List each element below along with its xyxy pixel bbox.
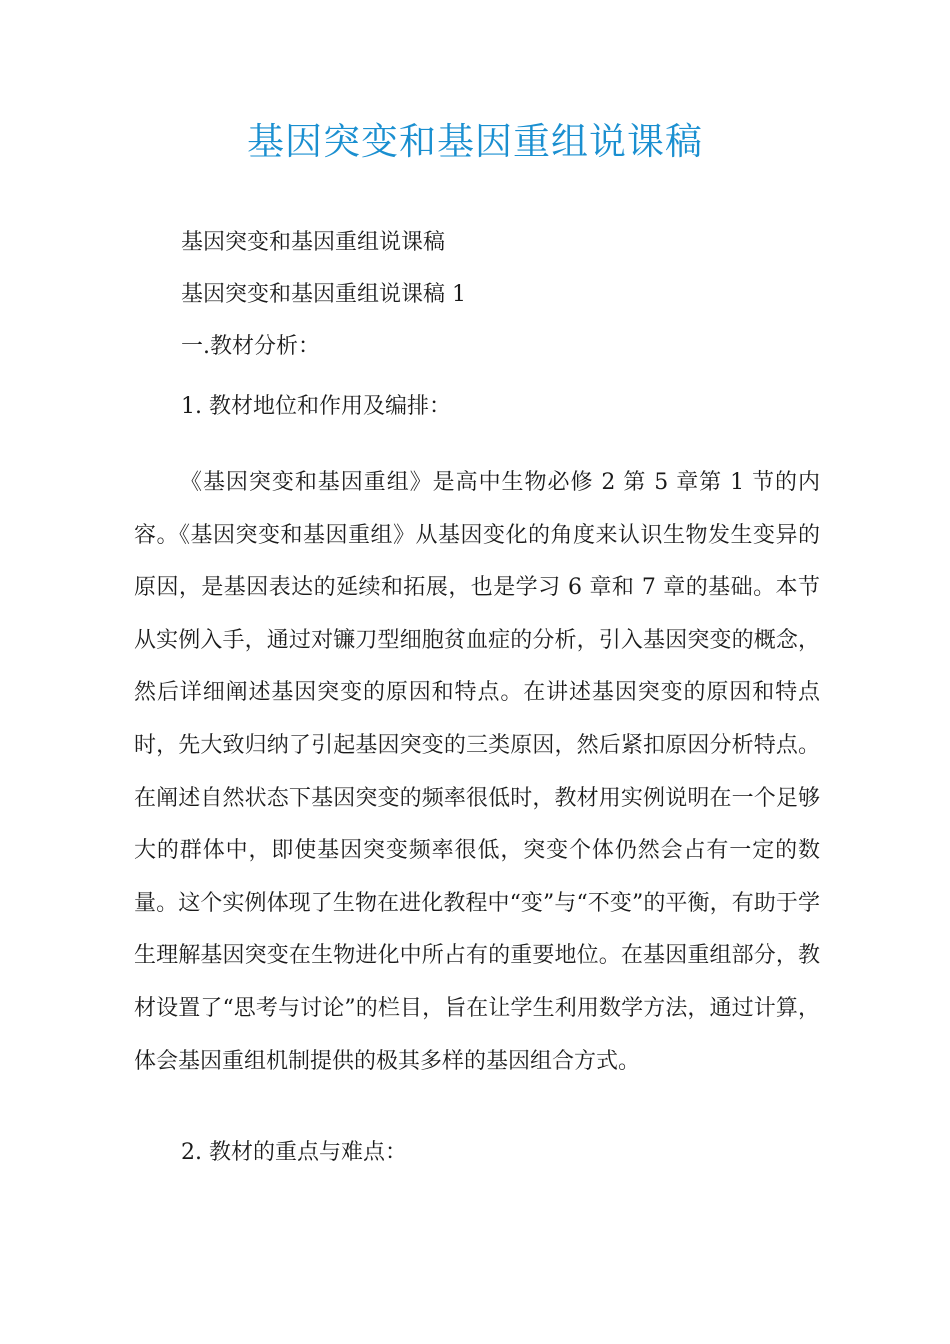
document-title: 基因突变和基因重组说课稿 [247, 120, 703, 163]
subtitle-line-1: 基因突变和基因重组说课稿 [181, 230, 446, 255]
body-paragraph: 《基因突变和基因重组》是高中生物必修 2 第 5 章第 1 节的内容。《基因突变和基因重组》从基因变化的角度来认识生物发生变异的原因，是基因表达的延续和拓展，也是学习 6 章和 7 章的基础。本节从实例入手，通过对镰刀型细胞贫血症的分析，引入基因突变的概念，然后详细阐述基因突变的原因和特点。在讲述基因突变的原因和特点时，先大致归纳了引起基因突变的三类原因，然后紧扣原因分析特点。在阐述自然状态下基因突变的频率很低时，教材用实例说明在一个足够大的群体中，即使基因突变频率很低，突变个体仍然会占有一定的数量。这个实例体现了生物在进化教程中“变”与“不变”的平衡，有助于学生理解基因突变在生物进化中所占有的重要地位。在基因重组部分，教材设置了“思考与讨论”的栏目，旨在让学生利用数学方法，通过计算，体会基因重组机制提供的极其多样的基因组合方式。 [134, 470, 820, 1074]
subsection-heading-1: 1. 教材地位和作用及编排： [181, 394, 451, 419]
subsection-heading-2: 2. 教材的重点与难点： [181, 1140, 407, 1165]
subtitle-line-2: 基因突变和基因重组说课稿 1 [181, 282, 466, 307]
section-heading-textbook-analysis: 一.教材分析： [181, 334, 320, 359]
